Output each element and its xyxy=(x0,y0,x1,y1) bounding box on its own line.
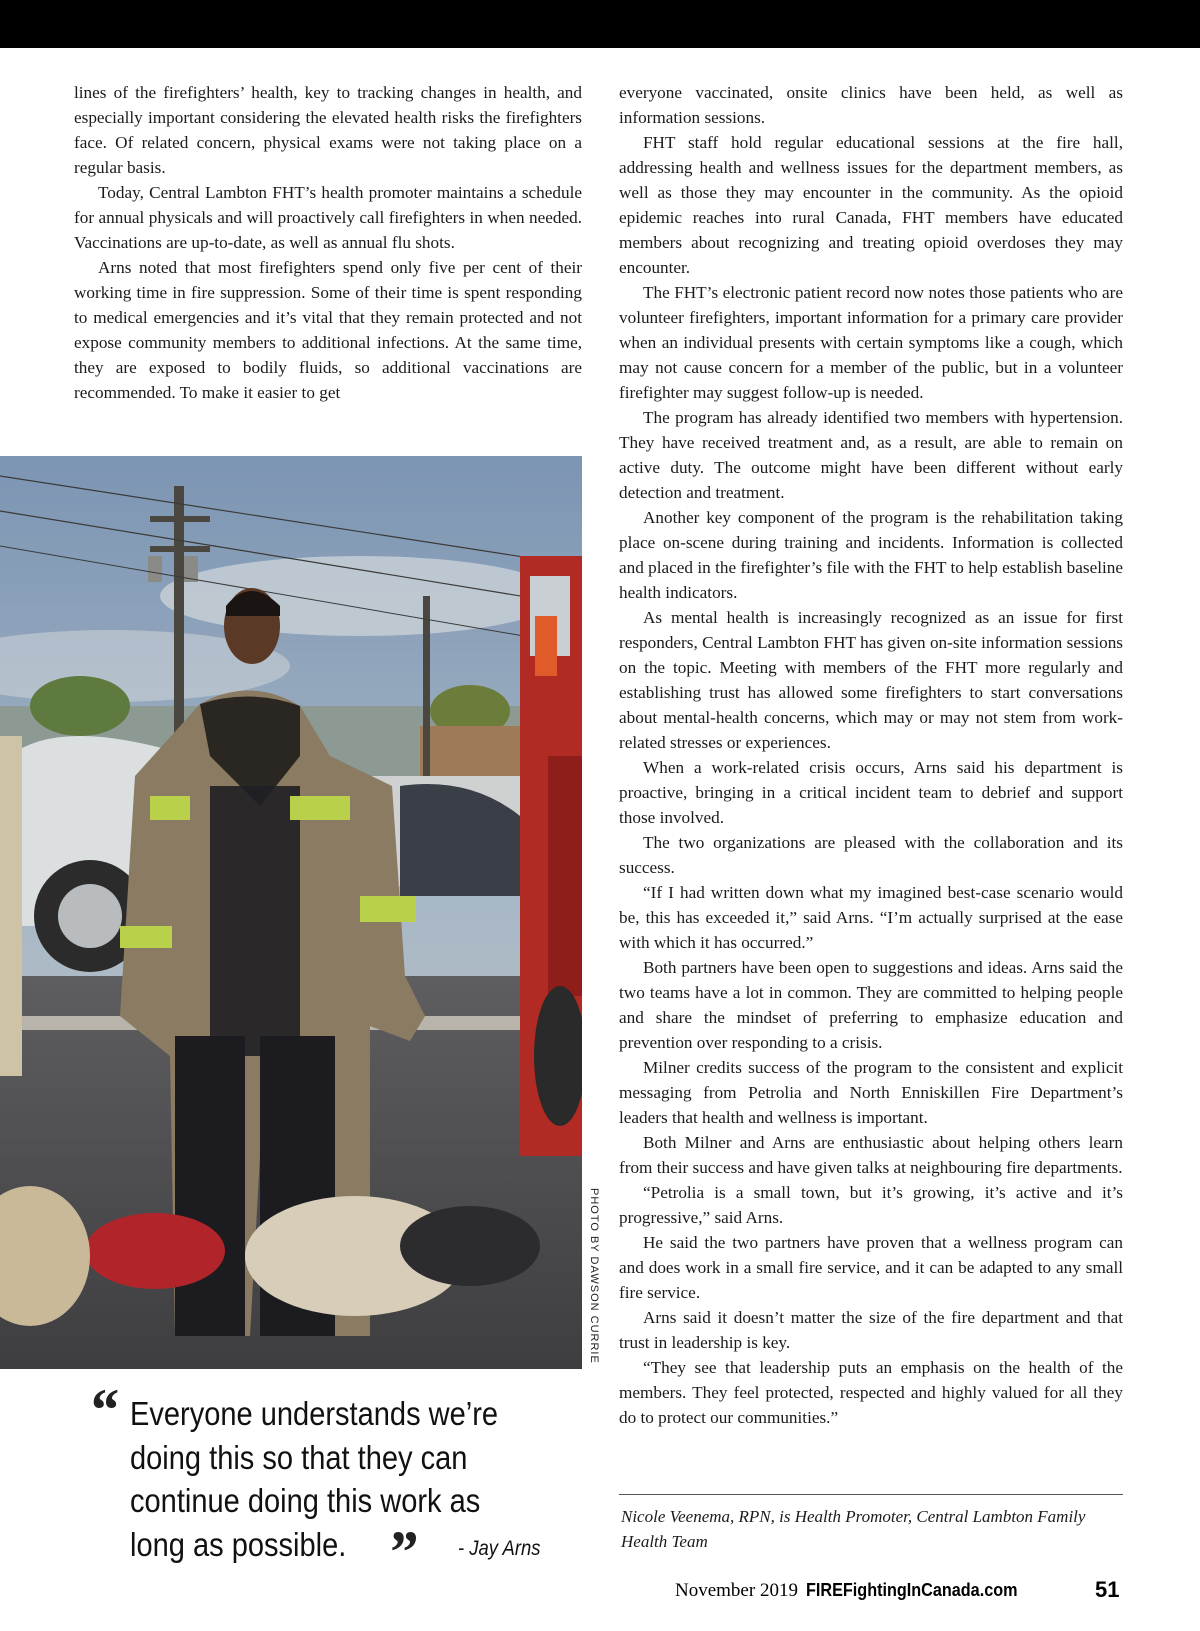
paragraph: As mental health is increasingly recognized as an issue for first responders, Central Lambton FHT has given on-site information sessions on the topic. Meeting with members of the FHT more regularly and establishing trust has allowed some firefighters to start conversations about mental-health concerns, which may or may not stem from work-related stresses or experiences. xyxy=(619,608,1123,752)
paragraph: Arns noted that most firefighters spend only five per cent of their working time in fire suppression. Some of their time is spent responding to medical emergencies and it’s vital that they remain protected and not expose community members to additional infections. At the same time, they are exposed to bodily fluids, so additional vaccinations are recommended. To make it easier to get xyxy=(74,258,582,402)
byline-divider xyxy=(619,1494,1123,1495)
paragraph: Milner credits success of the program to the consistent and explicit messaging from Petrolia and North Enniskillen Fire Department’s leaders that health and wellness is important. xyxy=(619,1058,1123,1127)
page-number: 51 xyxy=(1095,1577,1120,1602)
top-black-bar xyxy=(0,0,1200,48)
author-byline: Nicole Veenema, RPN, is Health Promoter, Central Lambton Family Health Team xyxy=(621,1507,1086,1551)
page-footer xyxy=(675,1577,1120,1602)
paragraph: Another key component of the program is the rehabilitation taking place on-scene during training and incidents. Information is collected and placed in the firefighter’s file with the FHT to help establish baseline health indicators. xyxy=(619,508,1123,602)
paragraph: Today, Central Lambton FHT’s health promoter maintains a schedule for annual physicals and will proactively call firefighters in when needed. Vaccinations are up-to-date, as well as annual flu shots. xyxy=(74,183,582,252)
paragraph: Both Milner and Arns are enthusiastic about helping others learn from their success and have given talks at neighbouring fire departments. xyxy=(619,1133,1123,1177)
pull-quote-text: Everyone understands we’re doing this so that they can continue doing this work as long as possible. xyxy=(130,1395,499,1563)
paragraph: Both partners have been open to suggestions and ideas. Arns said the two teams have a lot in common. They are committed to helping people and share the mindset of preferring to emphasize education and prevention over responding to a crisis. xyxy=(619,958,1123,1052)
photo-credit: PHOTO BY DAWSON CURRIE xyxy=(588,1188,600,1364)
footer-date: November 2019 xyxy=(675,1580,798,1601)
paragraph: “They see that leadership puts an emphasis on the health of the members. They feel protected, respected and highly valued for all they do to protect our communities.” xyxy=(619,1358,1123,1427)
paragraph: The FHT’s electronic patient record now notes those patients who are volunteer firefighters, important information for a primary care provider when an individual presents with certain symptoms like a cough, which may not cause concern for a member of the public, but in a volunteer firefighter may suggest follow-up is needed. xyxy=(619,283,1123,402)
paragraph: When a work-related crisis occurs, Arns said his department is proactive, bringing in a critical incident team to debrief and support those involved. xyxy=(619,758,1123,827)
paragraph: He said the two partners have proven that a wellness program can and does work in a small fire service, and it can be adapted to any small fire service. xyxy=(619,1233,1123,1302)
article-column-right xyxy=(619,80,1123,1430)
firefighter-photo xyxy=(0,456,582,1369)
paragraph: “Petrolia is a small town, but it’s growing, it’s active and it’s progressive,” said Arns. xyxy=(619,1183,1123,1227)
pull-quote-attribution: - Jay Arns xyxy=(458,1537,541,1560)
paragraph: everyone vaccinated, onsite clinics have been held, as well as information sessions. xyxy=(619,83,1123,127)
footer-site: FIREFightingInCanada.com xyxy=(805,1580,1018,1600)
quote-close-mark: ” xyxy=(387,1519,417,1585)
paragraph: FHT staff hold regular educational sessions at the fire hall, addressing health and wellness issues for the department members, as well as those they may encounter in the community. As the opioid epidemic reaches into rural Canada, FHT members have educated members about recognizing and treating opioid overdoses they may encounter. xyxy=(619,133,1123,277)
article-column-left xyxy=(74,80,582,405)
paragraph: lines of the firefighters’ health, key to tracking changes in health, and especially important considering the elevated health risks the firefighters face. Of related concern, physical exams were not taking place on a regular basis. xyxy=(74,83,582,177)
paragraph: The program has already identified two members with hypertension. They have received treatment and, as a result, are able to remain on active duty. The outcome might have been different without early detection and treatment. xyxy=(619,408,1123,502)
paragraph: Arns said it doesn’t matter the size of the fire department and that trust in leadership is key. xyxy=(619,1308,1123,1352)
paragraph: “If I had written down what my imagined best-case scenario would be, this has exceeded it,” said Arns. “I’m actually surprised at the ease with which it has occurred.” xyxy=(619,883,1123,952)
paragraph: The two organizations are pleased with the collaboration and its success. xyxy=(619,833,1123,877)
quote-open-mark: “ xyxy=(88,1377,118,1443)
